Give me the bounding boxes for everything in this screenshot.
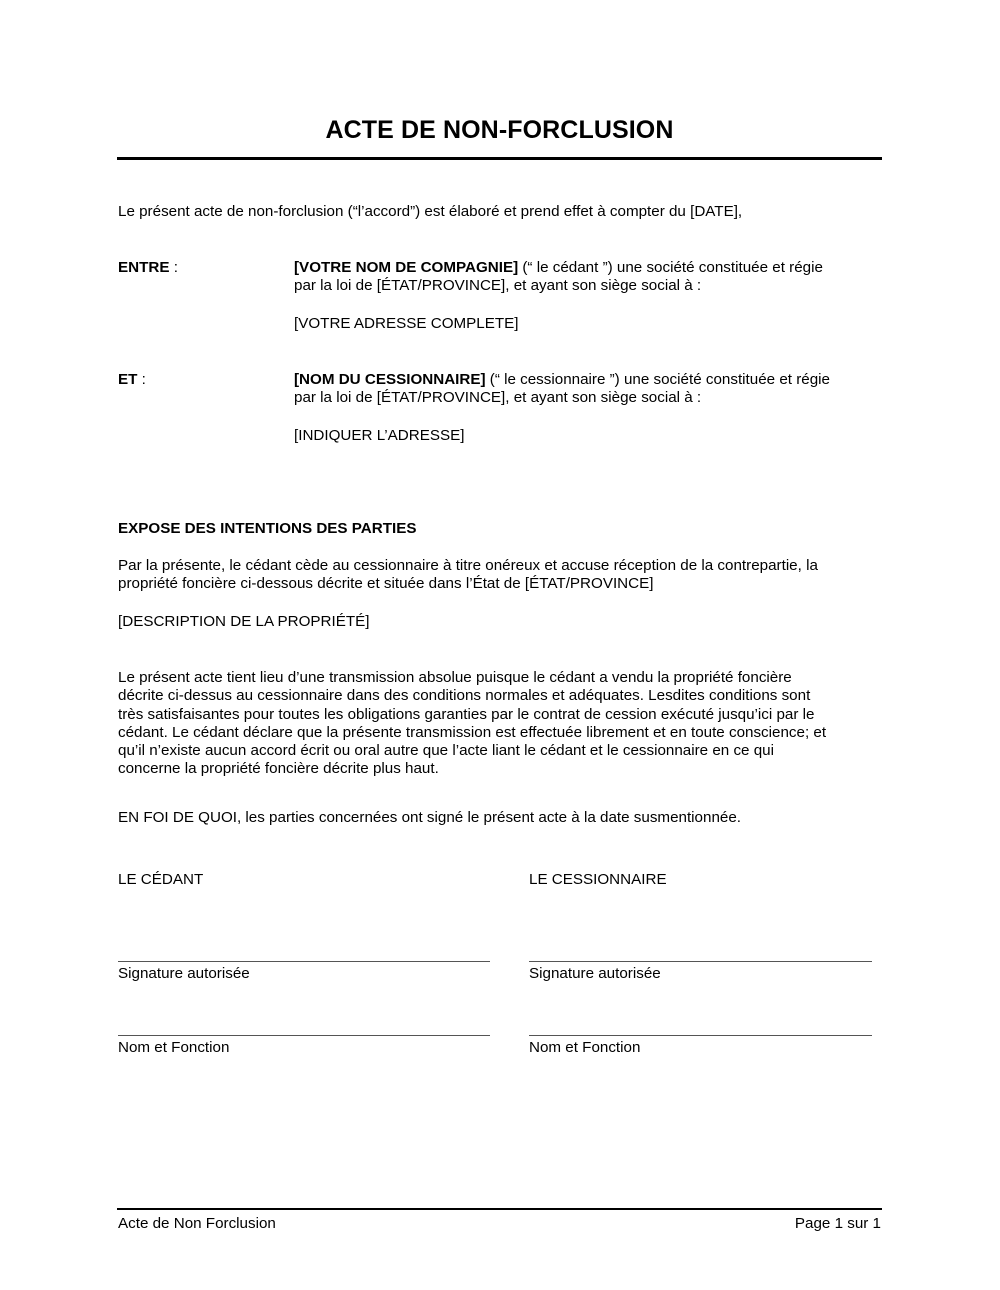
party-address-cessionnaire: [INDIQUER L’ADRESSE]: [294, 427, 465, 444]
signature-caption-cessionnaire: Signature autorisée: [529, 965, 661, 982]
conveyance-paragraph: [118, 669, 888, 779]
name-line-cedant[interactable]: [118, 1035, 490, 1036]
property-description: [DESCRIPTION DE LA PROPRIÉTÉ]: [118, 613, 370, 630]
paragraph-line: très satisfaisantes pour toutes les obligations garanties par le contrat de cession exécuté jusqu’ici par le: [118, 705, 815, 723]
party-description-line-1: [294, 371, 830, 389]
party-description-line-2: par la loi de [ÉTAT/PROVINCE], et ayant son siège social à :: [294, 277, 702, 294]
section-heading: EXPOSE DES INTENTIONS DES PARTIES: [118, 520, 417, 537]
signatory-cedant-label: LE CÉDANT: [118, 871, 204, 888]
party-desc-text: (“ le cessionnaire ”) une société constituée et régie: [485, 371, 830, 388]
paragraph-line: cédant. Le cédant déclare que la présente transmission est effectuée librement et en toute conscience; et: [118, 723, 827, 741]
signature-caption-cedant: Signature autorisée: [118, 965, 250, 982]
party-description-line-1: [294, 259, 823, 277]
party-name-cessionnaire: [NOM DU CESSIONNAIRE]: [294, 371, 486, 388]
witness-clause: EN FOI DE QUOI, les parties concernées ont signé le présent acte à la date susmentionnée.: [118, 809, 742, 826]
paragraph-line: Par la présente, le cédant cède au cessionnaire à titre onéreux et accuse réception de la contrepartie, la: [118, 557, 818, 574]
footer-divider: [117, 1208, 882, 1210]
party-description-line-2: par la loi de [ÉTAT/PROVINCE], et ayant son siège social à :: [294, 389, 702, 406]
paragraph-line: décrite ci-dessus au cessionnaire dans des conditions normales et adéquates. Lesdites conditions sont: [118, 687, 811, 705]
signatory-cessionnaire-label: LE CESSIONNAIRE: [529, 871, 667, 888]
name-caption-cessionnaire: Nom et Fonction: [529, 1039, 641, 1056]
party-label-et: [118, 371, 146, 389]
intro-paragraph: Le présent acte de non-forclusion (“l’accord”) est élaboré et prend effet à compter du [DATE],: [118, 203, 743, 220]
footer-document-name: Acte de Non Forclusion: [118, 1215, 276, 1232]
party-label-colon: :: [169, 259, 178, 276]
party-desc-text: (“ le cédant ”) une société constituée et régie: [518, 259, 823, 276]
party-name-cedant: [VOTRE NOM DE COMPAGNIE]: [294, 259, 519, 276]
paragraph-line: qu’il n’existe aucun accord écrit ou oral autre que l’acte liant le cédant et le cessionnaire en ce qui: [118, 742, 774, 760]
party-address-cedant: [VOTRE ADRESSE COMPLETE]: [294, 315, 519, 332]
party-label-text: ET: [118, 371, 138, 388]
name-caption-cedant: Nom et Fonction: [118, 1039, 230, 1056]
footer-page-number: Page 1 sur 1: [794, 1215, 881, 1232]
signature-line-cedant[interactable]: [118, 961, 490, 962]
title-divider: [117, 157, 882, 160]
paragraph-line: Le présent acte tient lieu d’une transmission absolue puisque le cédant a vendu la propriété foncière: [118, 669, 792, 686]
paragraph-line: propriété foncière ci-dessous décrite et située dans l’État de [ÉTAT/PROVINCE]: [118, 575, 654, 593]
document-title: ACTE DE NON-FORCLUSION: [325, 116, 674, 144]
party-label-colon: :: [137, 371, 146, 388]
paragraph-line: concerne la propriété foncière décrite plus haut.: [118, 760, 439, 778]
party-label-entre: [118, 259, 178, 277]
transfer-paragraph: [118, 557, 888, 594]
name-line-cessionnaire[interactable]: [529, 1035, 872, 1036]
signature-line-cessionnaire[interactable]: [529, 961, 872, 962]
party-label-text: ENTRE: [118, 259, 170, 276]
